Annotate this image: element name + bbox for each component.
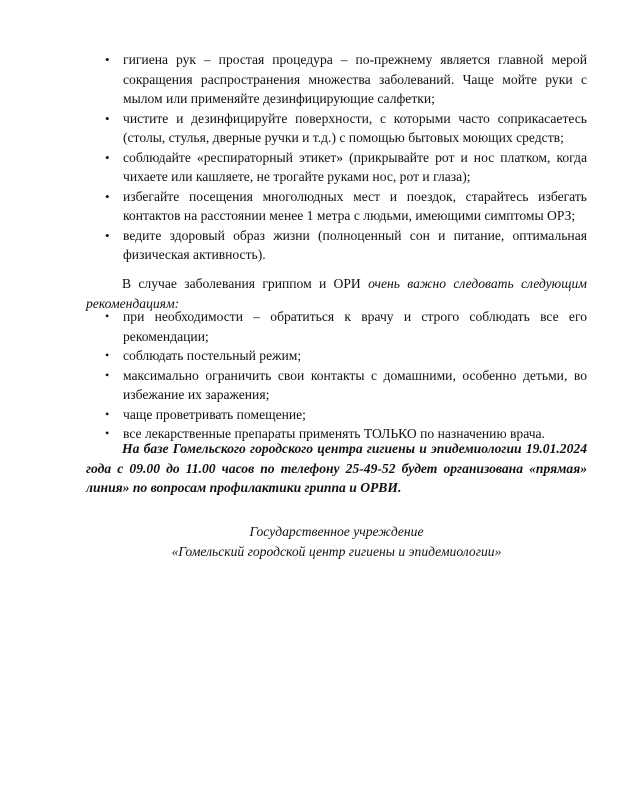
bullet-icon: •	[105, 406, 110, 421]
list-item: • гигиена рук – простая процедура – по-прежнему является главной мерой сокращения распространения множества заболеваний. Чаще мойте руки с мылом или применяйте дезинфицирующие салфетки;	[105, 52, 587, 106]
bullet-icon: •	[105, 426, 110, 440]
bullet-icon: •	[105, 309, 110, 323]
list-item: • все лекарственные препараты применять ТОЛЬКО по назначению врача.	[105, 424, 587, 444]
signature-block	[86, 522, 587, 561]
list-item: • избегайте посещения многолюдных мест и поездок, старайтесь избегать контактов на расстоянии менее 1 метра с людьми, имеющими симптомы ОРЗ;	[105, 188, 587, 223]
hotline-notice: На базе Гомельского городского центра гигиены и эпидемиологии 19.01.2024 года с 09.00 до 11.00 часов по телефону 25-49-52 будет организована «прямая» линия» по вопросам профилактики гриппа и ОРВИ.	[86, 441, 587, 495]
list-item: • соблюдать постельный режим;	[105, 346, 587, 366]
recommendations-intro: В случае заболевания гриппом и ОРИ очень важно следовать следующим рекомендациям:	[86, 276, 587, 311]
bullet-icon: •	[105, 52, 110, 67]
bullet-icon: •	[105, 227, 110, 243]
illness-recommendations-list	[105, 307, 587, 444]
bullet-icon: •	[105, 110, 110, 126]
list-item: • чистите и дезинфицируйте поверхности, с которыми часто соприкасаетесь (столы, стулья, дверные ручки и т.д.) с помощью бытовых моющих средств;	[105, 110, 587, 145]
bullet-icon: •	[105, 188, 110, 204]
bullet-icon: •	[105, 149, 110, 165]
list-item: • чаще проветривать помещение;	[105, 405, 587, 425]
prevention-list	[105, 50, 587, 265]
signature-line-2: «Гомельский городской центр гигиены и эпидемиологии»	[171, 543, 502, 559]
bullet-icon: •	[105, 348, 110, 362]
list-item: • соблюдайте «респираторный этикет» (прикрывайте рот и нос платком, когда чихаете или кашляете, не трогайте руками нос, рот и глаза);	[105, 149, 587, 184]
signature-line-1: Государственное учреждение	[249, 524, 424, 539]
list-item: • при необходимости – обратиться к врачу и строго соблюдать все его рекомендации;	[105, 309, 587, 344]
list-item: • ведите здоровый образ жизни (полноценный сон и питание, оптимальная физическая активность).	[105, 227, 587, 262]
bullet-icon: •	[105, 367, 110, 382]
list-item: • максимально ограничить свои контакты с домашними, особенно детьми, во избежание их заражения;	[105, 367, 587, 402]
